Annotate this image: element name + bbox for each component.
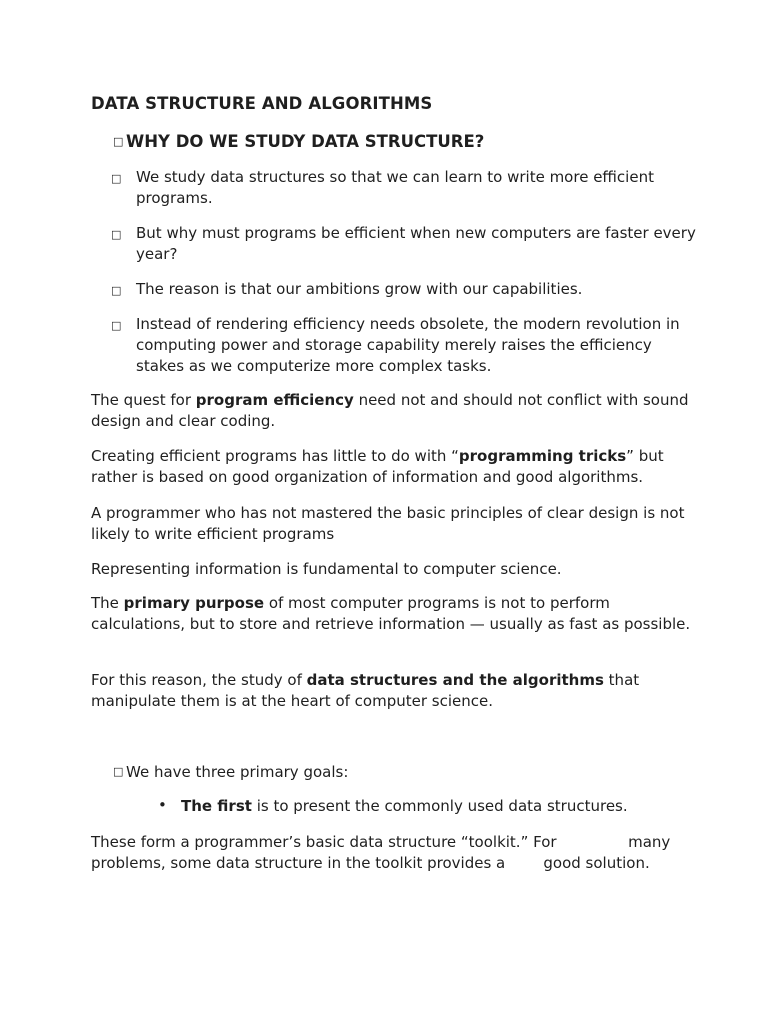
goals-heading: □ We have three primary goals:	[113, 763, 349, 781]
box-bullet-icon: □	[111, 284, 122, 297]
box-bullet-icon: □	[111, 172, 122, 185]
paragraph-efficiency: The quest for program efficiency need not and should not conflict with sound design and clear coding.	[91, 391, 689, 430]
paragraph-reason: For this reason, the study of data structures and the algorithms that manipulate them is at the heart of computer science.	[91, 671, 640, 710]
bullet-item: But why must programs be efficient when new computers are faster every year?	[136, 224, 696, 263]
box-icon: □	[113, 765, 124, 778]
box-icon: □	[113, 135, 124, 148]
section-heading-text: WHY DO WE STUDY DATA STRUCTURE?	[126, 132, 485, 151]
box-bullet-icon: □	[111, 228, 122, 241]
paragraph-tricks: Creating efficient programs has little to do with “programming tricks” but rather is based on good organization of information and good algorithms.	[91, 447, 664, 486]
toolkit-line-2: problems, some data structure in the toolkit provides a good solution.	[91, 854, 650, 872]
bullet-item: Instead of rendering efficiency needs obsolete, the modern revolution in computing power and storage capability merely raises the efficiency stakes as we computerize more complex tasks.	[136, 315, 680, 375]
bullet-item: We study data structures so that we can learn to write more efficient programs.	[136, 168, 654, 207]
paragraph-representing: Representing information is fundamental to computer science.	[91, 560, 562, 578]
paragraph-programmer: A programmer who has not mastered the basic principles of clear design is not likely to write efficient programs	[91, 504, 685, 543]
box-bullet-icon: □	[111, 319, 122, 332]
toolkit-line-1: These form a programmer’s basic data structure “toolkit.” For many	[91, 833, 671, 851]
first-goal: The first is to present the commonly used data structures.	[181, 797, 628, 815]
bullet-dot-icon: •	[158, 796, 167, 814]
section-heading	[113, 132, 484, 151]
bullet-item: The reason is that our ambitions grow with our capabilities.	[136, 280, 583, 298]
paragraph-purpose: The primary purpose of most computer programs is not to perform calculations, but to store and retrieve information — usually as fast as possible.	[91, 594, 691, 633]
page-title: DATA STRUCTURE AND ALGORITHMS	[91, 94, 433, 113]
